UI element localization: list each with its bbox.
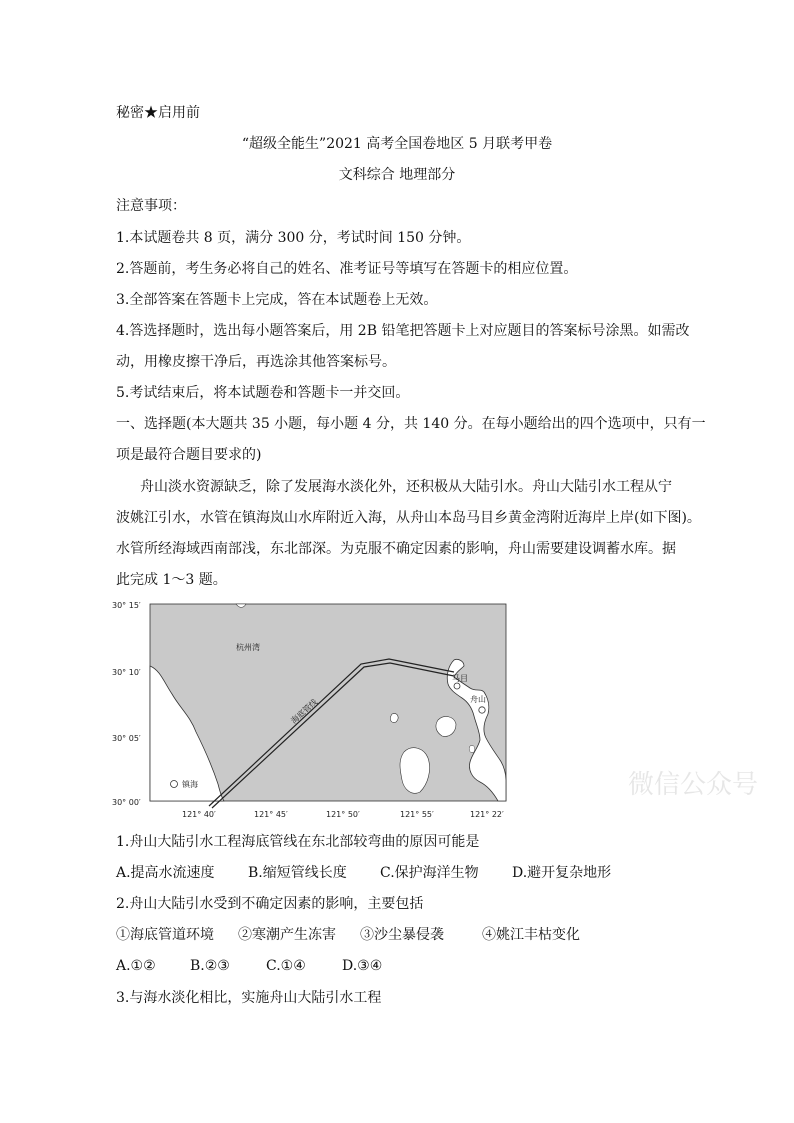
place-hangzhou-bay: 杭州湾	[236, 643, 260, 652]
mamu-marker	[454, 683, 460, 689]
option: A.提高水流速度	[116, 865, 215, 881]
option: C.①④	[266, 958, 306, 974]
exam-subtitle: 文科综合 地理部分	[338, 167, 456, 183]
zhoushan-marker	[479, 707, 485, 713]
lat-tick: 30° 05′	[112, 734, 141, 743]
statement: ③沙尘暴侵袭	[360, 927, 444, 943]
zhenhai-marker	[171, 781, 178, 788]
lon-tick: 121° 45′	[254, 810, 288, 819]
exam-title: “超级全能生”2021 高考全国卷地区 5 月联考甲卷	[241, 136, 553, 152]
lon-tick: 121° 40′	[182, 810, 216, 819]
place-zhenhai: 镇海	[182, 780, 198, 789]
notice-item: 4.答选择题时，选出每小题答案后，用 2B 铅笔把答题卡上对应题目的答案标号涂黑。如需改	[116, 323, 690, 339]
watermark: 微信公众号	[628, 770, 759, 800]
pipeline-label: 海底管线	[289, 697, 320, 726]
passage-line: 此完成 1～3 题。	[116, 572, 227, 588]
notice-item: 2.答题前，考生务必将自己的姓名、准考证号等填写在答题卡的相应位置。	[116, 261, 578, 277]
place-zhoushan: 舟山	[470, 695, 486, 704]
notice-item: 5.考试结束后，将本试题卷和答题卡一并交回。	[116, 385, 410, 401]
option: B.②③	[190, 958, 230, 974]
question-1-options	[116, 863, 611, 883]
lon-tick: 121° 55′	[400, 810, 434, 819]
notice-item: 动，用橡皮擦干净后，再选涂其他答案标号。	[116, 354, 396, 370]
question-2-options	[116, 956, 382, 976]
lat-tick: 30° 15′	[112, 601, 141, 610]
option: D.避开复杂地形	[512, 865, 612, 881]
notice-item: 3.全部答案在答题卡上完成，答在本试题卷上无效。	[116, 292, 438, 308]
option: D.③④	[342, 958, 383, 974]
lat-tick: 30° 10′	[112, 668, 141, 677]
place-mamu: 马目	[452, 674, 468, 683]
statement: ①海底管道环境	[116, 927, 214, 943]
notice-heading: 注意事项：	[116, 198, 186, 214]
statement: ②寒潮产生冻害	[238, 927, 336, 943]
secret-label: 秘密★启用前	[116, 105, 200, 121]
passage-line: 波姚江引水，水管在镇海岚山水库附近入海，从舟山本岛马目乡黄金湾附近海岸上岸(如下图)。	[116, 510, 701, 526]
lon-tick: 121° 50′	[326, 810, 360, 819]
lat-tick: 30° 00′	[112, 798, 141, 807]
option: C.保护海洋生物	[380, 865, 479, 881]
question-1-stem: 1.舟山大陆引水工程海底管线在东北部较弯曲的原因可能是	[116, 834, 480, 850]
question-3-stem: 3.与海水淡化相比，实施舟山大陆引水工程	[116, 990, 382, 1006]
passage-line: 水管所经海域西南部浅，东北部深。为克服不确定因素的影响，舟山需要建设调蓄水库。据	[116, 541, 676, 557]
question-2-stem: 2.舟山大陆引水受到不确定因素的影响，主要包括	[116, 896, 424, 912]
island	[469, 745, 475, 752]
lon-tick: 121° 22′	[470, 810, 504, 819]
zhoushan-water-diversion-map	[108, 598, 518, 822]
statement: ④姚江丰枯变化	[482, 927, 580, 943]
question-2-items	[116, 925, 580, 945]
passage-line: 舟山淡水资源缺乏，除了发展海水淡化外，还积极从大陆引水。舟山大陆引水工程从宁	[140, 479, 672, 495]
section-heading-line2: 项是最符合题目要求的)	[116, 447, 262, 463]
notice-item: 1.本试题卷共 8 页，满分 300 分，考试时间 150 分钟。	[116, 230, 471, 246]
option: B.缩短管线长度	[248, 865, 347, 881]
island	[390, 714, 398, 723]
section-heading-line1: 一、选择题(本大题共 35 小题，每小题 4 分，共 140 分。在每小题给出的四个选项中，只有一	[116, 416, 706, 432]
option: A.①②	[116, 958, 156, 974]
